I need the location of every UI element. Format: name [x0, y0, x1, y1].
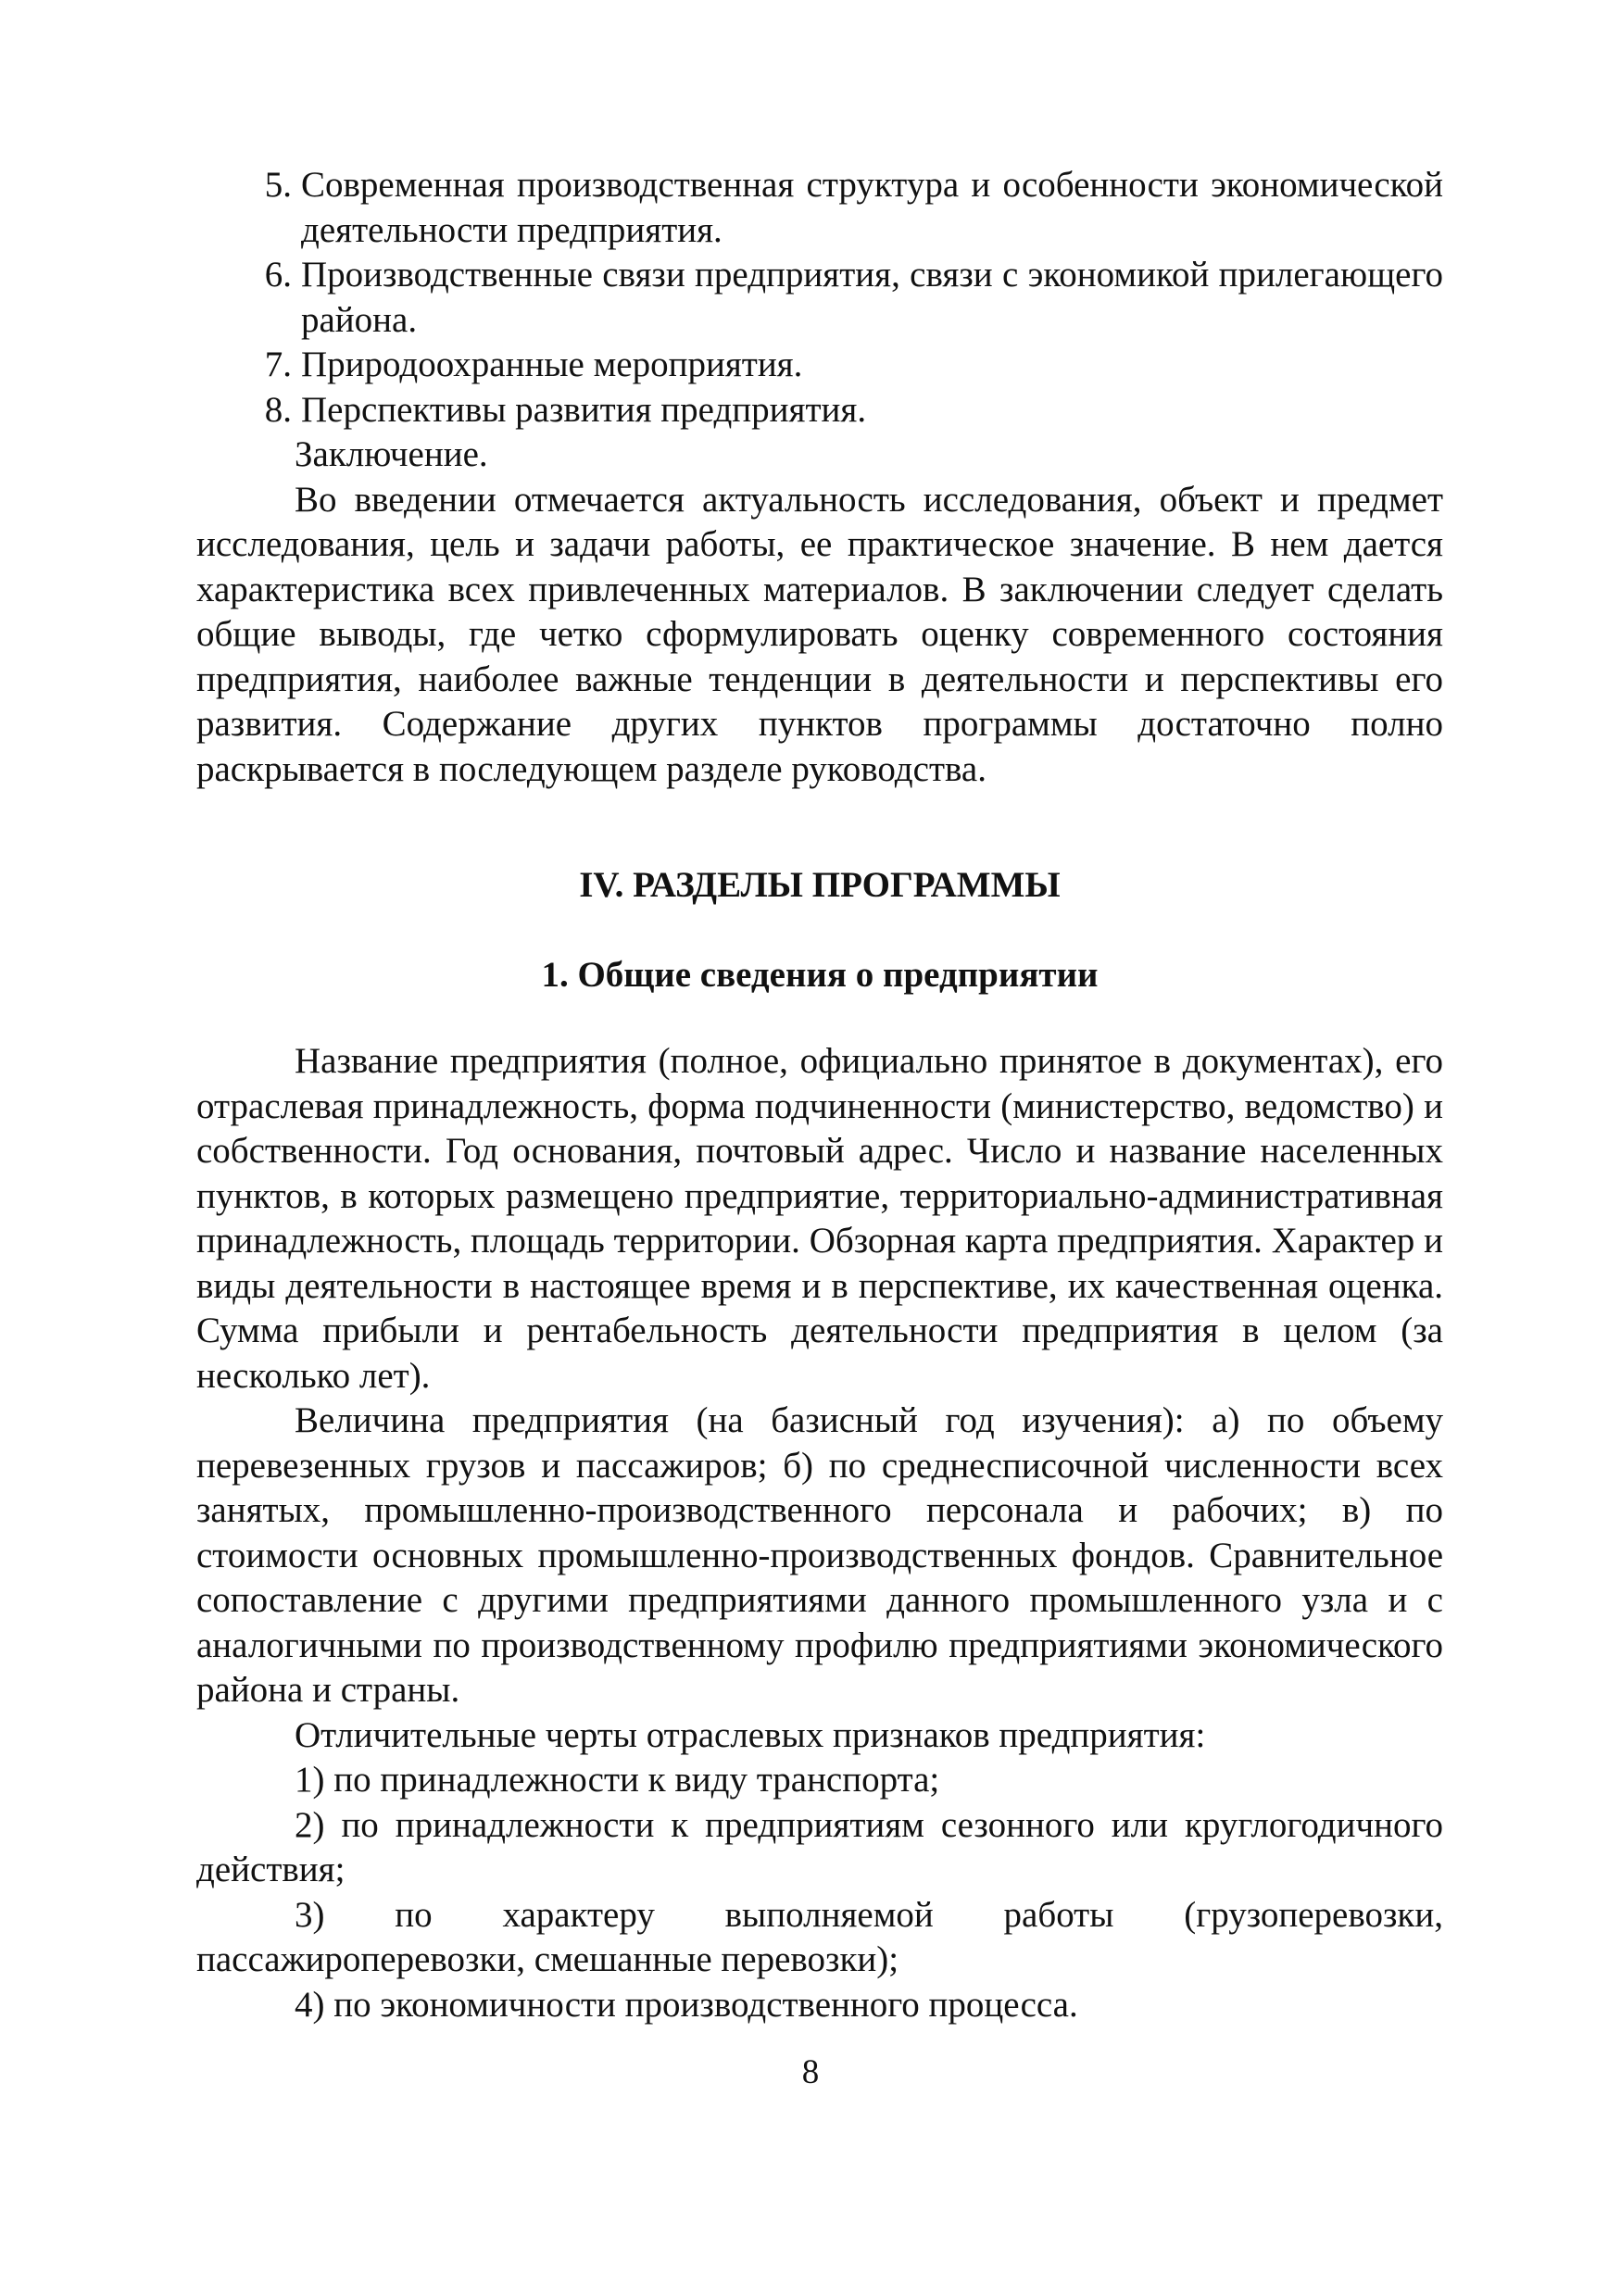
outline-item-number: 8.	[264, 389, 292, 430]
body-list-item: 2) по принадлежности к предприятиям сезонного или круглогодичного действия;	[196, 1804, 1443, 1889]
outline-item-text: Перспективы развития предприятия.	[301, 389, 867, 430]
outline-item-number: 6.	[264, 255, 292, 295]
body-paragraph: Название предприятия (полное, официально принятое в документах), его отраслевая принадлежность, форма подчиненности (министерство, ведомство) и собственности. Год основания, почтовый адрес. Число и название населенных пунктов, в которых размещено предприятие, территориально-административная принадлежность, площадь территории. Обзорная карта предприятия. Характер и виды деятельности в настоящее время и в перспективе, их качественная оценка. Сумма прибыли и рентабельность деятельности предприятия в целом (за несколько лет).	[196, 1041, 1443, 1396]
outline-item-number: 5.	[264, 165, 292, 205]
body-paragraph: Отличительные черты отраслевых признаков предприятия:	[295, 1714, 1206, 1755]
outline-item	[196, 253, 1443, 343]
outline-item	[196, 388, 1443, 433]
program-outline-list	[196, 163, 1443, 792]
intro-paragraph: Во введении отмечается актуальность исследования, объект и предмет исследования, цель и задачи работы, ее практическое значение. В нем дается характеристика всех привлеченных материалов. В заключении следует сделать общие выводы, где четко сформулировать оценку современного состояния предприятия, наиболее важные тенденции в деятельности и перспективы его развития. Содержание других пунктов программы достаточно полно раскрывается в последующем разделе руководства.	[196, 479, 1443, 789]
body-list-item: 1) по принадлежности к виду транспорта;	[295, 1760, 940, 1800]
section-body	[196, 1039, 1443, 2027]
page-number: 8	[801, 2053, 820, 2091]
body-paragraph: Величина предприятия (на базисный год изучения): а) по объему перевезенных грузов и пассажиров; б) по среднесписочной численности всех занятых, промышленно-производственного персонала и рабочих; в) по стоимости основных промышленно-производственных фондов. Сравнительное сопоставление с другими предприятиями данного промышленного узла и с аналогичными по производственному профилю предприятиями экономического района и страны.	[196, 1400, 1443, 1710]
outline-item-text: Современная производственная структура и особенности экономической деятельности предприятия.	[301, 165, 1443, 250]
conclusion-label: Заключение.	[295, 434, 488, 474]
body-list-item: 3) по характеру выполняемой работы (грузоперевозки, пассажироперевозки, смешанные перевозки);	[196, 1894, 1443, 1979]
outline-item	[196, 163, 1443, 253]
outline-item-text: Производственные связи предприятия, связи с экономикой прилегающего района.	[301, 255, 1443, 340]
outline-item-text: Природоохранные мероприятия.	[301, 345, 803, 384]
section-heading: IV. РАЗДЕЛЫ ПРОГРАММЫ	[579, 865, 1061, 905]
outline-item-number: 7.	[264, 345, 292, 384]
body-list-item: 4) по экономичности производственного процесса.	[295, 1984, 1078, 2025]
outline-item	[196, 343, 1443, 388]
subsection-heading: 1. Общие сведения о предприятии	[541, 955, 1099, 995]
